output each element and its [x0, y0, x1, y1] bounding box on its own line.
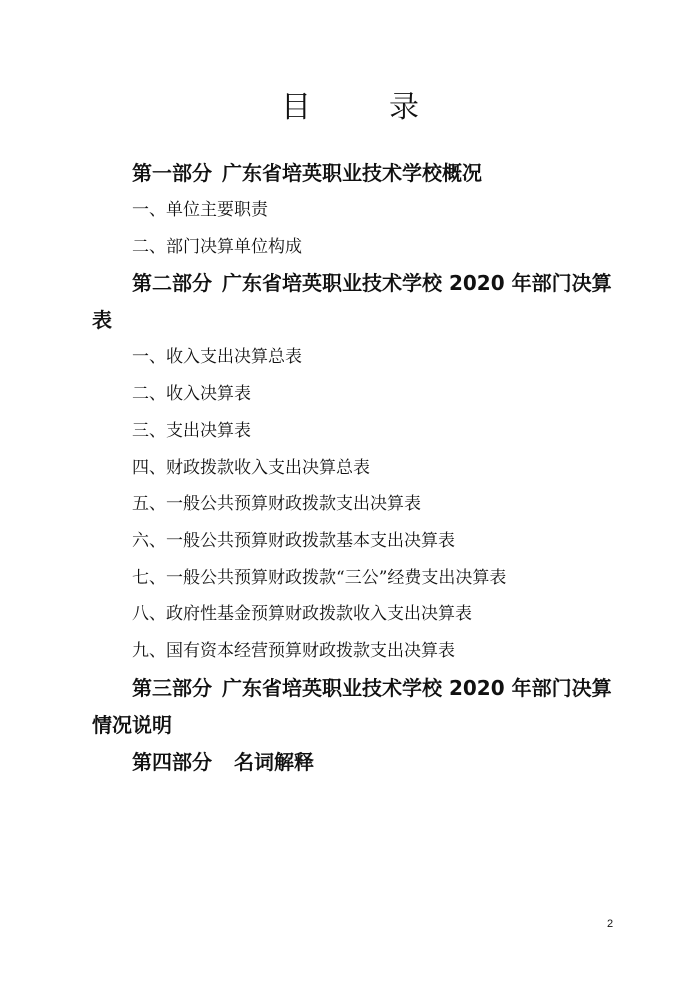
part-title: 名词解释	[234, 749, 314, 774]
toc-item: 一、收入支出决算总表	[132, 347, 302, 368]
table-of-contents	[92, 155, 612, 781]
part-label: 第三部分	[132, 675, 212, 700]
toc-item: 七、一般公共预算财政拨款“三公”经费支出决算表	[132, 567, 507, 588]
toc-part-2	[92, 265, 612, 339]
part-label: 第四部分	[132, 749, 212, 774]
toc-item: 一、单位主要职责	[132, 200, 268, 220]
part-label: 第二部分	[132, 271, 212, 296]
toc-part-1	[92, 155, 612, 192]
part-title: 广东省培英职业技术学校 2020 年部门决算情况说明	[92, 675, 612, 737]
toc-item: 五、一般公共预算财政拨款支出决算表	[132, 494, 421, 515]
toc-item: 四、财政拨款收入支出决算总表	[132, 457, 370, 478]
toc-item: 三、支出决算表	[132, 420, 251, 441]
page-title	[0, 82, 700, 126]
page-number: 2	[607, 918, 614, 930]
title-char-1: 目	[281, 90, 311, 125]
toc-part-4	[92, 744, 612, 781]
part-title: 广东省培英职业技术学校概况	[222, 161, 482, 185]
toc-part-3	[92, 670, 612, 744]
toc-item: 二、部门决算单位构成	[132, 236, 302, 257]
toc-item: 八、政府性基金预算财政拨款收入支出决算表	[132, 604, 472, 625]
toc-item: 二、收入决算表	[132, 384, 251, 405]
toc-item: 六、一般公共预算财政拨款基本支出决算表	[132, 530, 455, 551]
part-label: 第一部分	[132, 161, 212, 185]
toc-item: 九、国有资本经营预算财政拨款支出决算表	[132, 641, 455, 662]
title-char-2: 录	[389, 90, 419, 125]
part-title: 广东省培英职业技术学校 2020 年部门决算表	[92, 271, 612, 333]
